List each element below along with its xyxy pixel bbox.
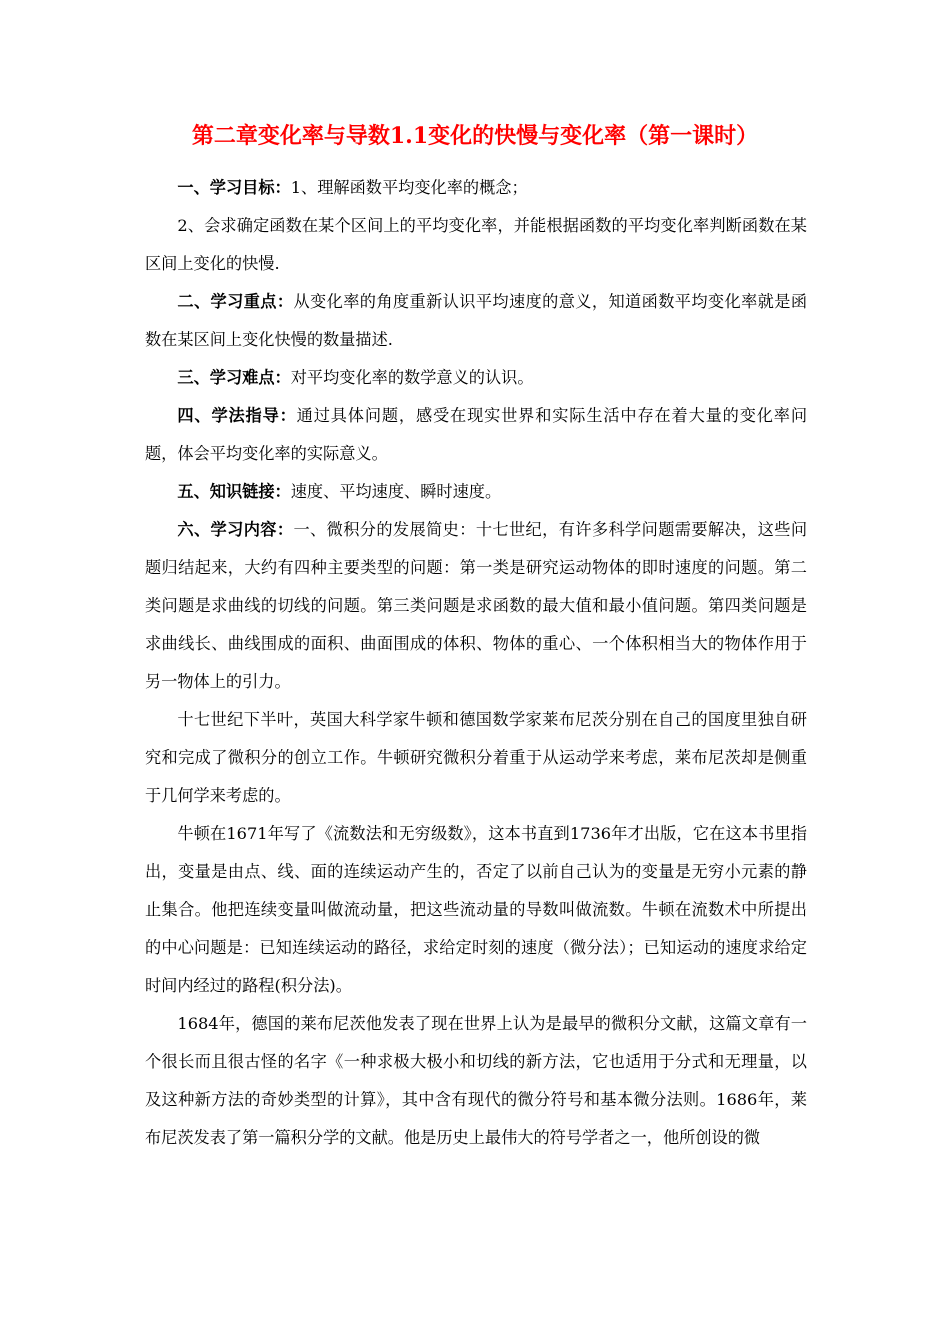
key-label: 二、学习重点： <box>177 292 294 311</box>
difficulty-label: 三、学习难点： <box>177 368 291 387</box>
links-paragraph <box>145 473 807 511</box>
content-paragraph <box>145 511 807 701</box>
difficulty-text: 对平均变化率的数学意义的认识。 <box>290 368 534 387</box>
goal-paragraph <box>145 169 807 207</box>
links-label: 五、知识链接： <box>177 482 291 501</box>
content-label: 六、学习内容： <box>177 520 294 539</box>
method-label: 四、学法指导： <box>177 406 297 425</box>
key-paragraph <box>145 283 807 359</box>
difficulty-paragraph <box>145 359 807 397</box>
history-paragraph-3: 1684年，德国的莱布尼茨他发表了现在世界上认为是最早的微积分文献，这篇文章有一个很长而且很古怪的名字《一种求极大极小和切线的新方法，它也适用于分式和无理量，以及这种新方法的奇妙类型的计算》，其中含有现代的微分符号和基本微分法则。1686年，莱布尼茨发表了第一篇积分学的文献。他是历史上最伟大的符号学者之一，他所创设的微 <box>145 1014 807 1147</box>
history-paragraph-2: 牛顿在1671年写了《流数法和无穷级数》，这本书直到1736年才出版，它在这本书里指出，变量是由点、线、面的连续运动产生的，否定了以前自己认为的变量是无穷小元素的静止集合。他把连续变量叫做流动量，把这些流动量的导数叫做流数。牛顿在流数术中所提出的中心问题是：已知连续运动的路径，求给定时刻的速度（微分法）；已知运动的速度求给定时间内经过的路程(积分法)。 <box>145 824 807 995</box>
method-paragraph <box>145 397 807 473</box>
key-text: 从变化率的角度重新认识平均速度的意义，知道函数平均变化率就是函数在某区间上变化快慢的数量描述. <box>145 292 808 349</box>
content-text: 一、微积分的发展简史：十七世纪，有许多科学问题需要解决，这些问题归结起来，大约有四种主要类型的问题：第一类是研究运动物体的即时速度的问题。第二类问题是求曲线的切线的问题。第三类问题是求函数的最大值和最小值问题。第四类问题是求曲线长、曲线围成的面积、曲面围成的体积、物体的重心、一个体积相当大的物体作用于另一物体上的引力。 <box>145 520 808 691</box>
goal-text: 1、理解函数平均变化率的概念； <box>290 178 528 197</box>
document-title: 第二章变化率与导数1.1变化的快慢与变化率（第一课时） <box>191 123 759 149</box>
links-text: 速度、平均速度、瞬时速度。 <box>290 482 502 501</box>
goal-2-paragraph: 2、会求确定函数在某个区间上的平均变化率，并能根据函数的平均变化率判断函数在某区间上变化的快慢. <box>145 216 807 273</box>
method-text: 通过具体问题，感受在现实世界和实际生活中存在着大量的变化率问题，体会平均变化率的实际意义。 <box>145 406 808 463</box>
history-paragraph-1: 十七世纪下半叶，英国大科学家牛顿和德国数学家莱布尼茨分别在自己的国度里独自研究和完成了微积分的创立工作。牛顿研究微积分着重于从运动学来考虑，莱布尼茨却是侧重于几何学来考虑的。 <box>145 710 807 805</box>
document-body <box>145 169 807 1157</box>
goal-label: 一、学习目标： <box>177 178 291 197</box>
